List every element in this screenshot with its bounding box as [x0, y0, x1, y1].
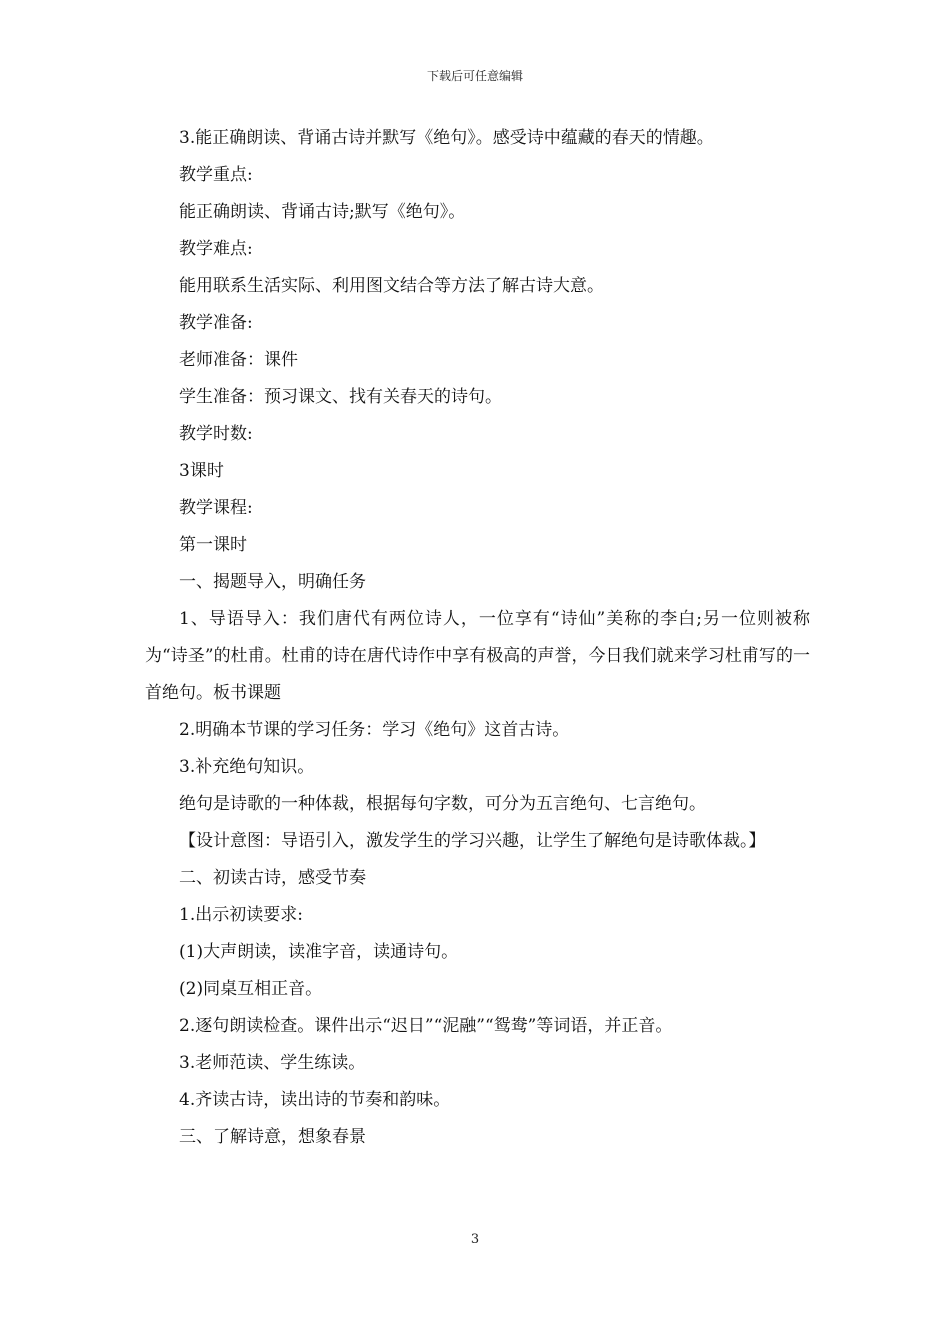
paragraph: 3课时	[179, 461, 224, 481]
section-heading: 教学准备:	[179, 313, 253, 333]
paragraph: 2.明确本节课的学习任务：学习《绝句》这首古诗。	[179, 720, 570, 740]
page-header: 下载后可任意编辑	[426, 69, 523, 83]
page-number: 3	[470, 1232, 480, 1247]
paragraph: (2)同桌互相正音。	[179, 979, 323, 999]
document-body	[145, 120, 810, 1156]
section-heading: 教学难点:	[179, 239, 253, 259]
paragraph: 3.补充绝句知识。	[179, 757, 315, 777]
design-intent-note: 【设计意图：导语引入，激发学生的学习兴趣，让学生了解绝句是诗歌体裁。】	[179, 831, 766, 851]
section-heading: 二、初读古诗，感受节奏	[179, 868, 366, 888]
section-heading: 三、了解诗意，想象春景	[179, 1127, 366, 1147]
paragraph: 2.逐句朗读检查。课件出示“迟日”“泥融”“鸳鸯”等词语，并正音。	[179, 1016, 673, 1036]
paragraph: 老师准备：课件	[179, 350, 298, 370]
paragraph: 1.出示初读要求:	[179, 905, 303, 925]
paragraph: 3.能正确朗读、背诵古诗并默写《绝句》。感受诗中蕴藏的春天的情趣。	[179, 128, 714, 148]
section-heading: 教学时数:	[179, 424, 253, 444]
section-heading: 第一课时	[179, 535, 247, 555]
paragraph: 学生准备：预习课文、找有关春天的诗句。	[179, 387, 502, 407]
paragraph: (1)大声朗读，读准字音，读通诗句。	[179, 942, 459, 962]
paragraph: 3.老师范读、学生练读。	[179, 1053, 366, 1073]
paragraph: 能正确朗读、背诵古诗;默写《绝句》。	[179, 202, 466, 222]
paragraph: 1、导语导入：我们唐代有两位诗人，一位享有“诗仙”美称的李白;另一位则被称为“诗圣”的杜甫。杜甫的诗在唐代诗作中享有极高的声誉，今日我们就来学习杜甫写的一首绝句。板书课题	[145, 609, 810, 703]
section-heading: 教学重点:	[179, 165, 253, 185]
section-heading: 一、揭题导入，明确任务	[179, 572, 366, 592]
section-heading: 教学课程:	[179, 498, 253, 518]
paragraph: 能用联系生活实际、利用图文结合等方法了解古诗大意。	[179, 276, 604, 296]
paragraph: 绝句是诗歌的一种体裁，根据每句字数，可分为五言绝句、七言绝句。	[179, 794, 706, 814]
paragraph: 4.齐读古诗，读出诗的节奏和韵味。	[179, 1090, 451, 1110]
